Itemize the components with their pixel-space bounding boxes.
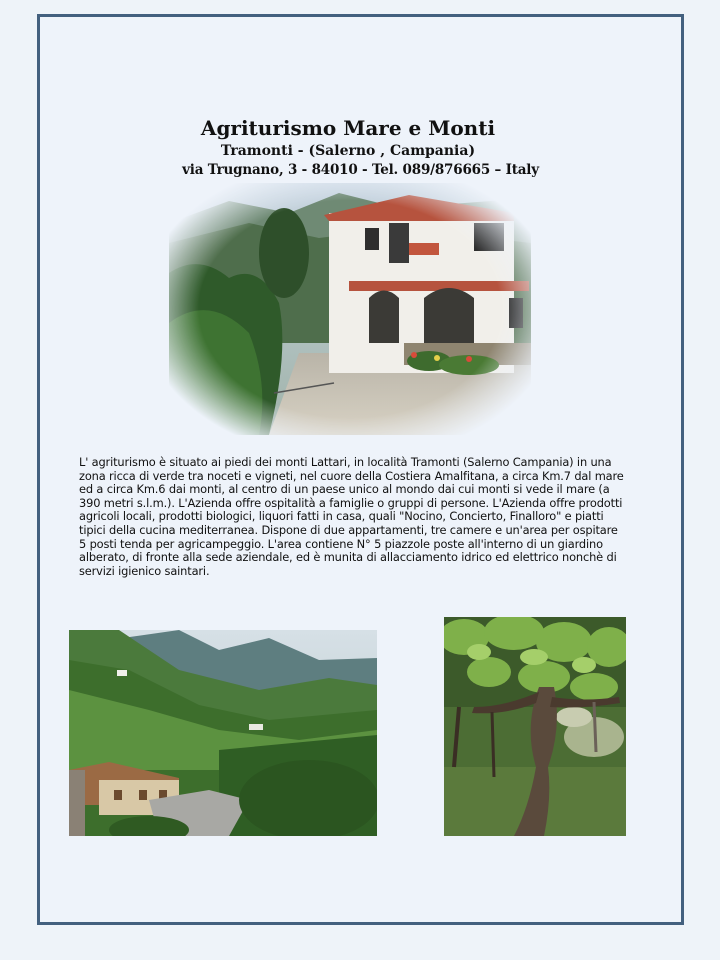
- page-frame: [37, 14, 684, 925]
- valley-photo: [69, 630, 377, 836]
- page-title: Agriturismo Mare e Monti: [200, 116, 496, 140]
- description-paragraph: L' agriturismo è situato ai piedi dei monti Lattari, in località Tramonti (Salerno Campania) in una zona ricca di verde tra noceti e vigneti, nel cuore della Costiera Amalfitana, a circa Km.7 dal mare ed a circa Km.6 dai monti, al centro di un paese unico al mondo dai cui monti si vede il mare (a 390 metri s.l.m.). L'Azienda offre ospitalità a famiglie o gruppi di persone. L'Azienda offre prodotti agricoli locali, prodotti biologici, liquori fatti in casa, quali "Nocino, Concierto, Finalloro" e piatti tipici della cucina mediterranea. Dispone di due appartamenti, tre camere e un'area per ospitare 5 posti tenda per agricampeggio. L'area contiene N° 5 piazzole poste all'interno di un giardino alberato, di fronte alla sede aziendale, ed è munita di allacciamento idrico ed elettrico nonchè di servizi igienico saintari.: [79, 455, 624, 578]
- house-photo: [169, 183, 531, 435]
- grapevine-photo: [444, 617, 626, 836]
- location-line: Tramonti - (Salerno , Campania): [220, 143, 476, 159]
- address-line: via Trugnano, 3 - 84010 - Tel. 089/876665 – Italy: [182, 162, 539, 178]
- header: [40, 115, 681, 179]
